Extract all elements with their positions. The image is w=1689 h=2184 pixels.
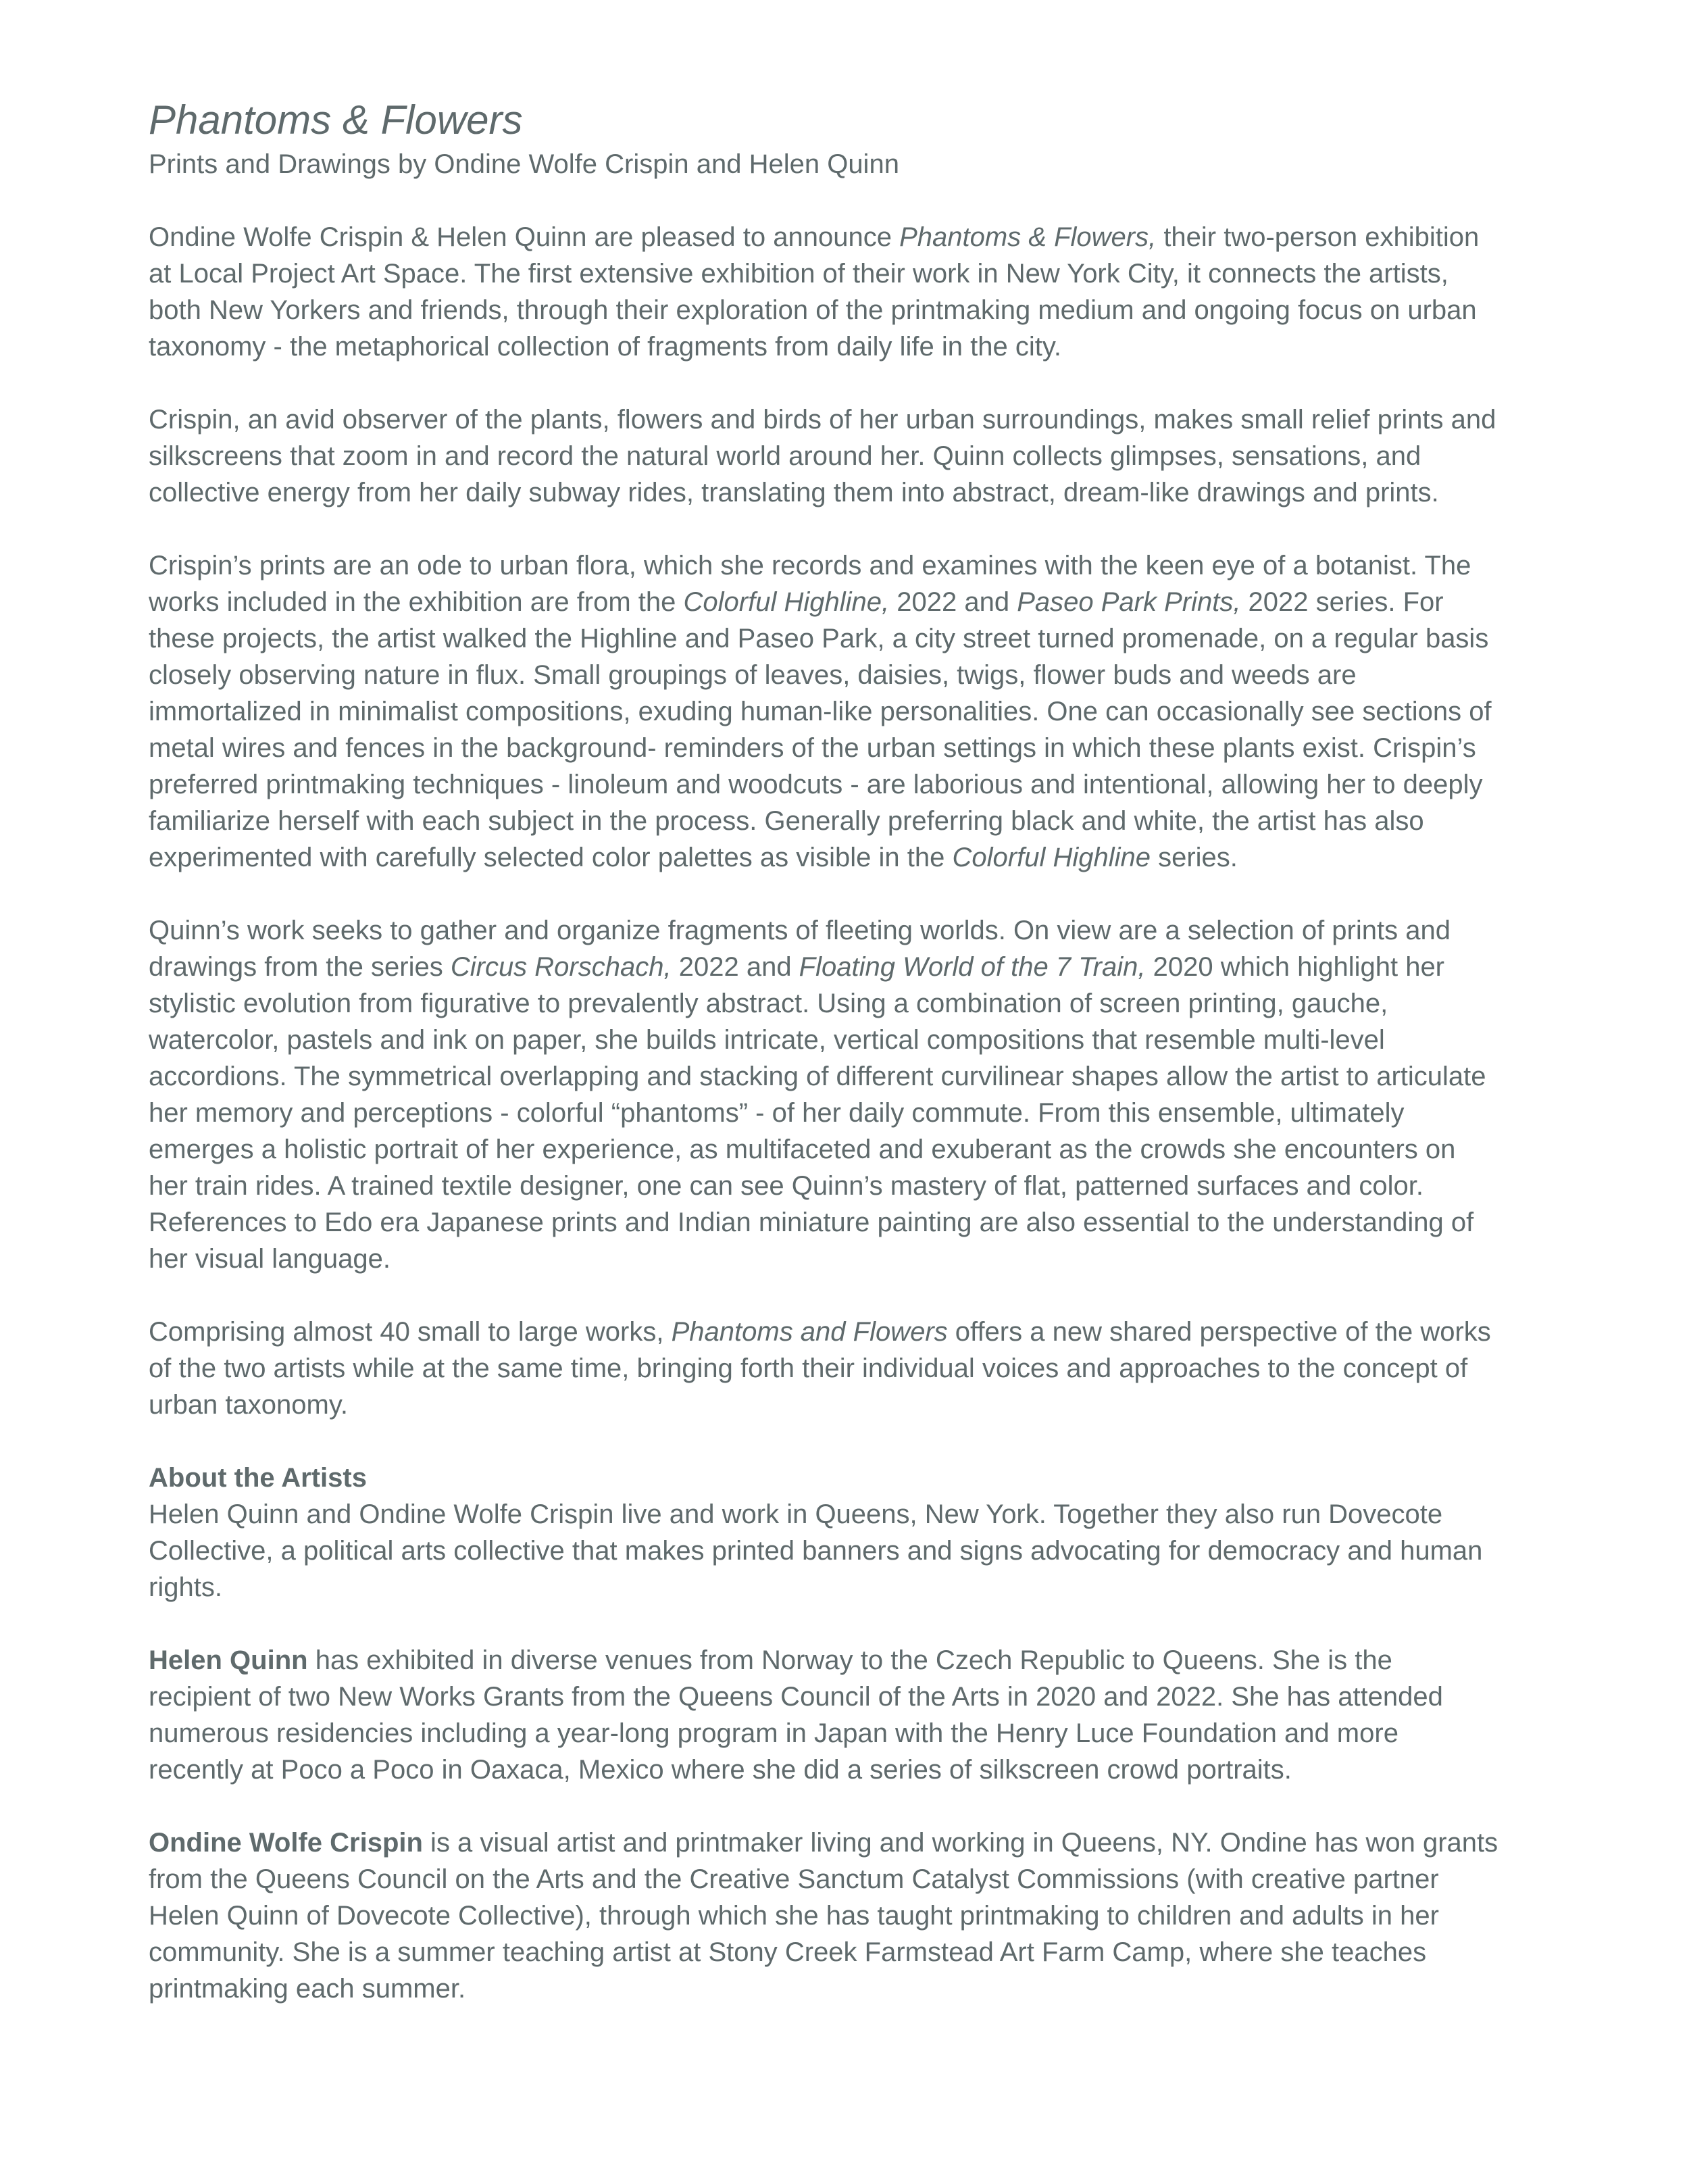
series-floating-world: Floating World of the 7 Train, bbox=[799, 952, 1146, 982]
helen-bio-text: has exhibited in diverse venues from Norway to the Czech Republic to Queens. She is the recipient of two New Works Grants from the Queens Council of the Arts in 2020 and 2022. She has attended numerous residencies including a year-long program in Japan with the Henry Luce Foundation and more recently at Poco a Poco in Oaxaca, Mexico where she did a series of silkscreen crowd portraits. bbox=[149, 1645, 1443, 1785]
crispin-text-2: 2022 and bbox=[889, 587, 1017, 617]
document-title: Phantoms & Flowers bbox=[149, 97, 523, 143]
crispin-paragraph bbox=[149, 547, 1500, 876]
about-paragraph: Helen Quinn and Ondine Wolfe Crispin live and work in Queens, New York. Together they also run Dovecote Collective, a political arts collective that makes printed banners and signs advocating for democracy and human rights. bbox=[149, 1499, 1483, 1602]
helen-name: Helen Quinn bbox=[149, 1645, 308, 1675]
ondine-bio-text: is a visual artist and printmaker living and working in Queens, NY. Ondine has won grants from the Queens Council on the Arts and the Creative Sanctum Catalyst Commissions (with creative partner Helen Quinn of Dovecote Collective), through which she has taught printmaking to children and adults in her community. She is a summer teaching artist at Stony Creek Farmstead Art Farm Camp, where she teaches printmaking each summer. bbox=[149, 1828, 1498, 2004]
quinn-paragraph bbox=[149, 912, 1500, 1277]
overview-paragraph: Crispin, an avid observer of the plants, flowers and birds of her urban surroundings, makes small relief prints and silkscreens that zoom in and record the natural world around her. Quinn collects glimpses, sensations, and collective energy from her daily subway rides, translating them into abstract, dream-like drawings and prints. bbox=[149, 405, 1496, 507]
document-subtitle: Prints and Drawings by Ondine Wolfe Crispin and Helen Quinn bbox=[149, 149, 899, 179]
ondine-bio-paragraph bbox=[149, 1825, 1500, 2007]
quinn-text-1: Quinn’s work seeks to gather and organize fragments of fleeting worlds. On view are a selection of prints and drawings from the series bbox=[149, 916, 1451, 982]
document-page bbox=[149, 95, 1500, 2043]
crispin-text-1: Crispin’s prints are an ode to urban flora, which she records and examines with the keen eye of a botanist. The works included in the exhibition are from the bbox=[149, 551, 1471, 617]
exhibition-title: Phantoms & Flowers, bbox=[899, 222, 1157, 252]
helen-bio-paragraph bbox=[149, 1642, 1500, 1788]
series-colorful-highline-2: Colorful Highline bbox=[952, 843, 1151, 872]
quinn-text-3: 2020 which highlight her stylistic evolution from figurative to prevalently abstract. Using a combination of screen printing, gauche, watercolor, pastels and ink on paper, she builds intricate, vertical compositions that resemble multi-level accordions. The symmetrical overlapping and stacking of different curvilinear shapes allow the artist to articulate her memory and perceptions - colorful “phantoms” - of her daily commute. From this ensemble, ultimately emerges a holistic portrait of her experience, as multifaceted and exuberant as the crowds she encounters on her train rides. A trained textile designer, one can see Quinn’s mastery of flat, patterned surfaces and color. References to Edo era Japanese prints and Indian miniature painting are also essential to the understanding of her visual language. bbox=[149, 952, 1486, 1274]
closing-text-pre: Comprising almost 40 small to large works, bbox=[149, 1317, 672, 1347]
ondine-name: Ondine Wolfe Crispin bbox=[149, 1828, 423, 1858]
series-paseo-park-prints: Paseo Park Prints, bbox=[1017, 587, 1241, 617]
about-heading: About the Artists bbox=[149, 1463, 367, 1493]
closing-paragraph bbox=[149, 1314, 1500, 1423]
series-circus-rorschach: Circus Rorschach, bbox=[450, 952, 672, 982]
intro-text-post: their two-person exhibition at Local Project Art Space. The first extensive exhibition of their work in New York City, it connects the artists, both New Yorkers and friends, through their exploration of the printmaking medium and ongoing focus on urban taxonomy - the metaphorical collection of fragments from daily life in the city. bbox=[149, 222, 1480, 362]
closing-text-post: offers a new shared perspective of the works of the two artists while at the same time, bringing forth their individual voices and approaches to the concept of urban taxonomy. bbox=[149, 1317, 1491, 1420]
series-colorful-highline: Colorful Highline, bbox=[683, 587, 890, 617]
intro-text-pre: Ondine Wolfe Crispin & Helen Quinn are pleased to announce bbox=[149, 222, 900, 252]
quinn-text-2: 2022 and bbox=[671, 952, 799, 982]
exhibition-title-2: Phantoms and Flowers bbox=[671, 1317, 948, 1347]
crispin-text-4: series. bbox=[1150, 843, 1238, 872]
crispin-text-3: 2022 series. For these projects, the artist walked the Highline and Paseo Park, a city street turned promenade, on a regular basis closely observing nature in flux. Small groupings of leaves, daisies, twigs, flower buds and weeds are immortalized in minimalist compositions, exuding human-like personalities. One can occasionally see sections of metal wires and fences in the background- reminders of the urban settings in which these plants exist. Crispin’s preferred printmaking techniques - linoleum and woodcuts - are laborious and intentional, allowing her to deeply familiarize herself with each subject in the process. Generally preferring black and white, the artist has also experimented with carefully selected color palettes as visible in the bbox=[149, 587, 1492, 872]
intro-paragraph bbox=[149, 219, 1500, 365]
